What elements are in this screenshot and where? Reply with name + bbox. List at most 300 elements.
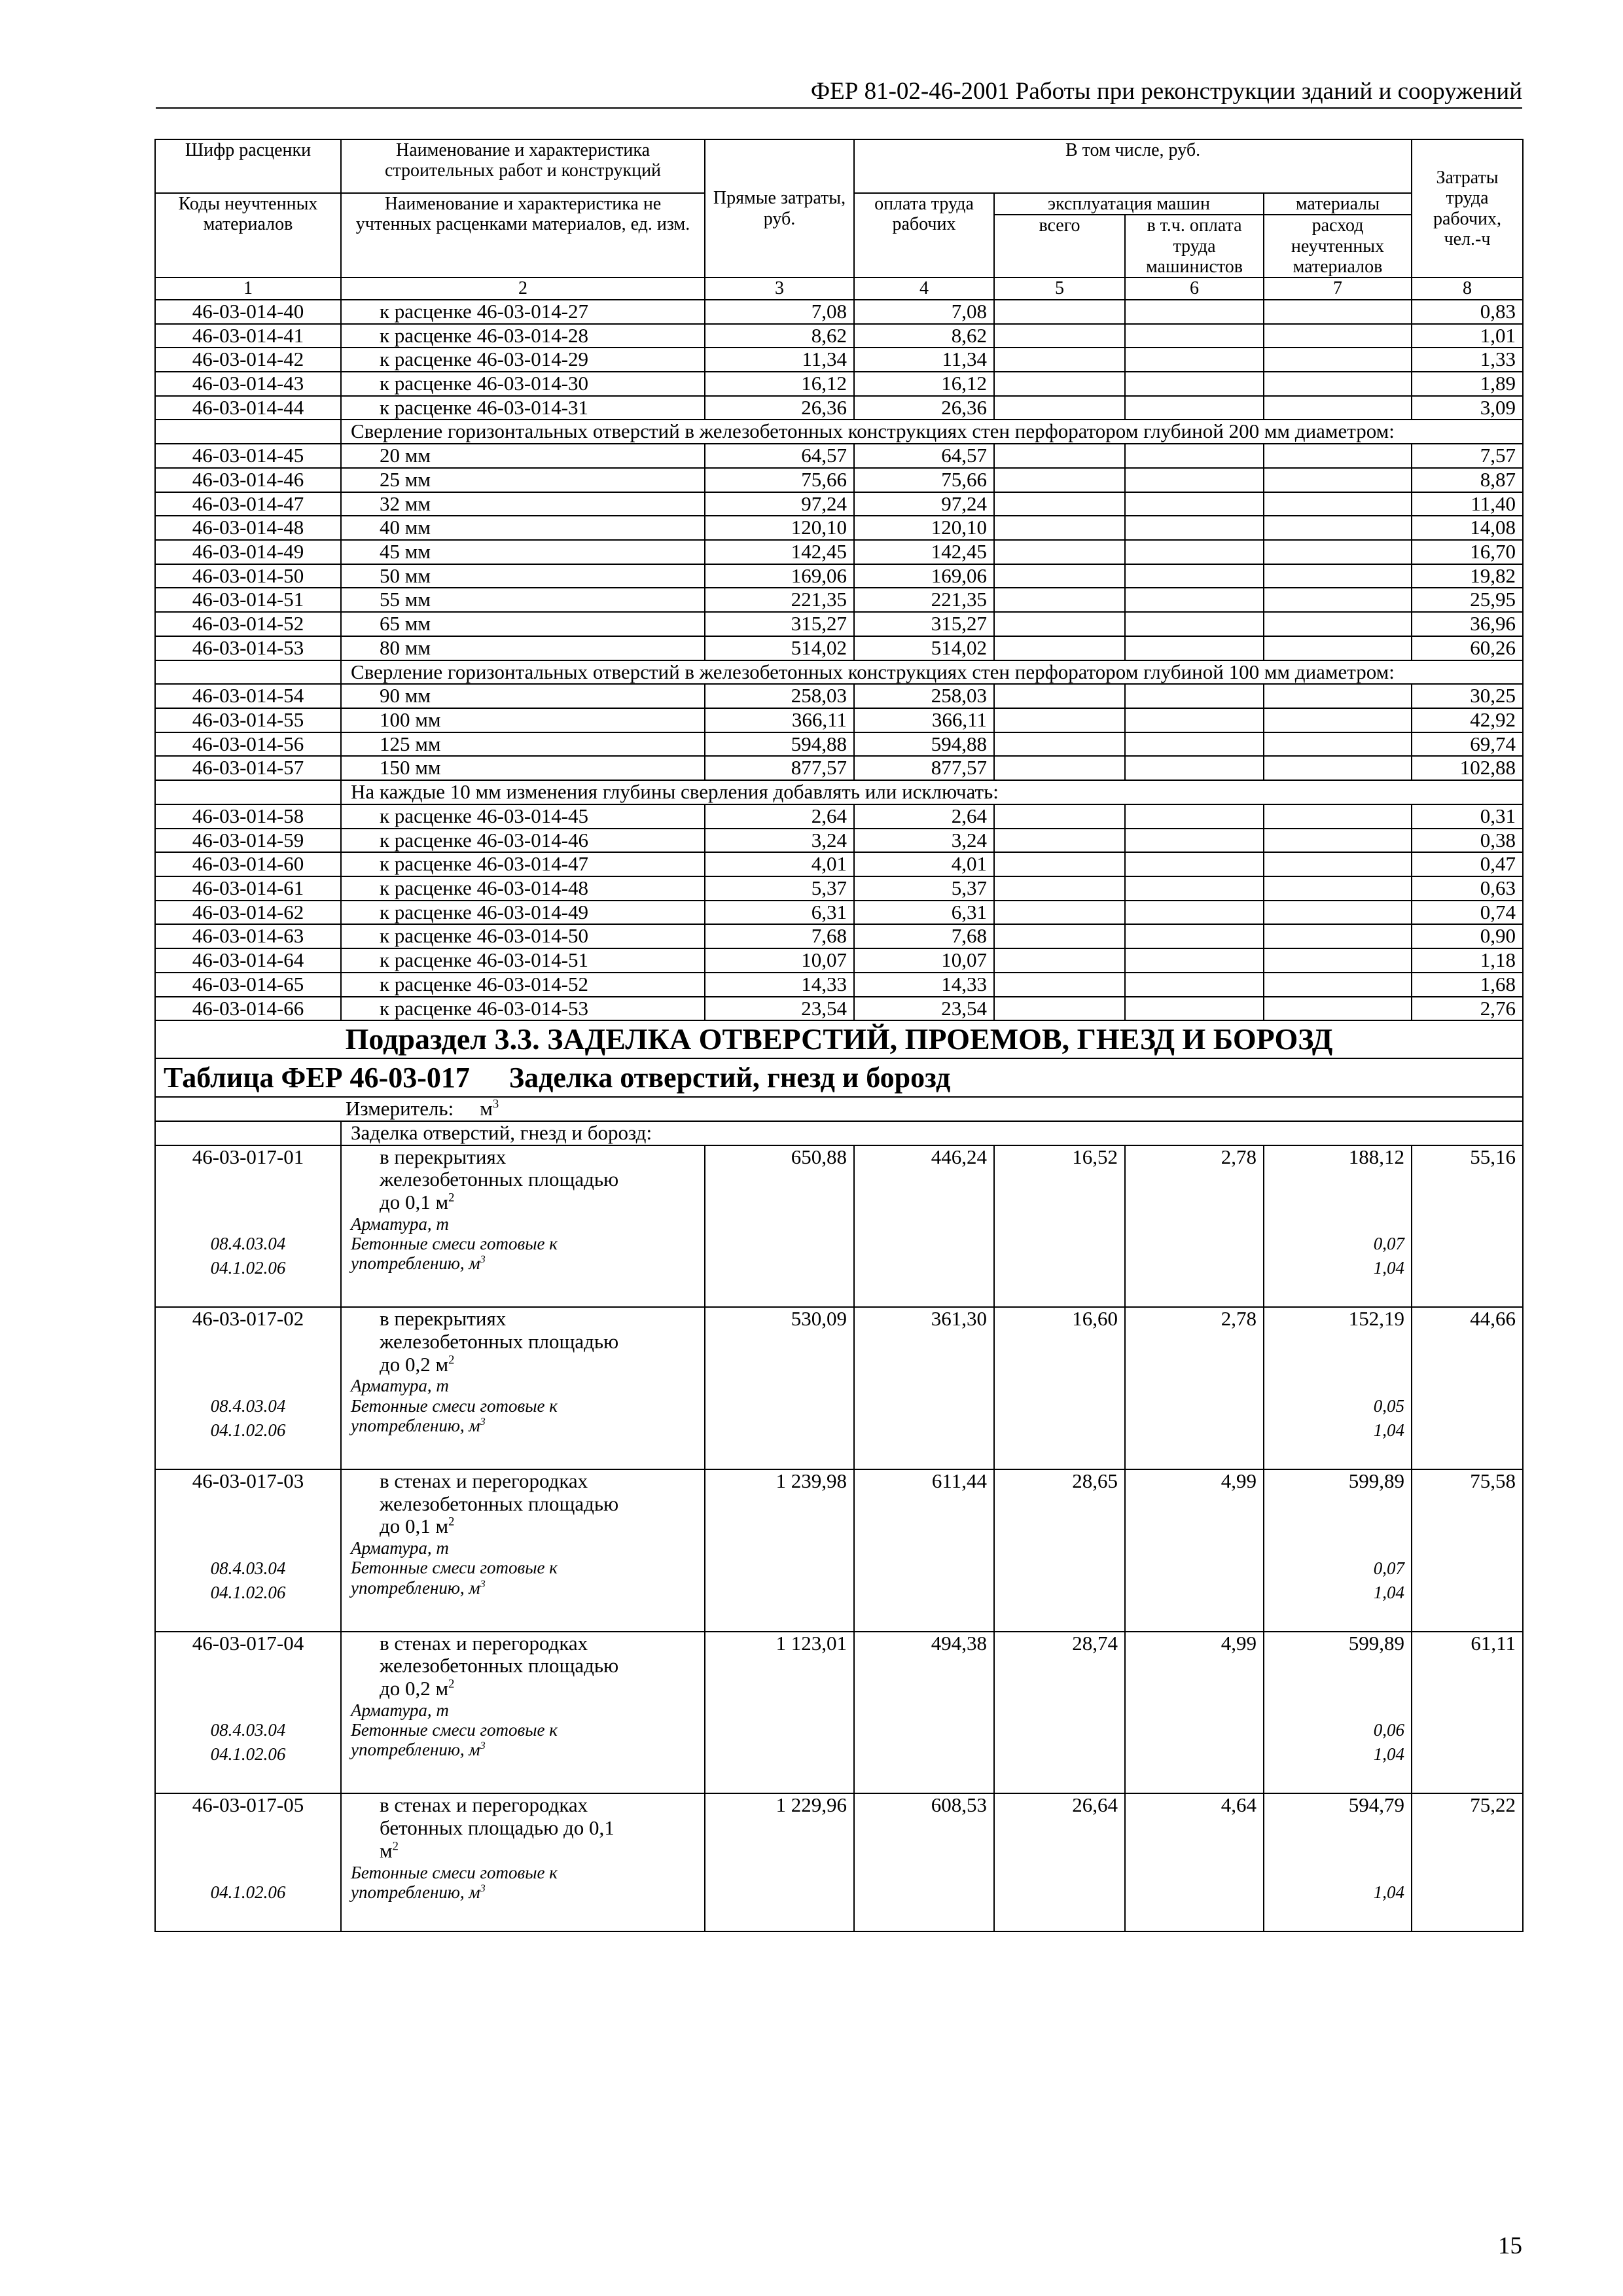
col-num: 8 <box>1412 278 1523 299</box>
unit-exp: 3 <box>480 1253 486 1266</box>
machines-total <box>994 372 1125 396</box>
rate-name-line: железобетонных площадью <box>380 1168 619 1191</box>
rate-code: 46-03-014-44 <box>155 396 341 420</box>
rate-name: к расценке 46-03-014-31 <box>341 396 705 420</box>
cost-mach: 28,74 <box>994 1632 1125 1794</box>
rate-name-cell <box>341 1793 705 1931</box>
cost-pay: 361,30 <box>854 1307 994 1469</box>
rate-name: к расценке 46-03-014-47 <box>341 852 705 876</box>
direct-cost: 142,45 <box>705 540 854 564</box>
table-heading <box>155 1058 1523 1097</box>
rate-code: 46-03-014-66 <box>155 997 341 1021</box>
machinists-pay <box>1125 756 1264 780</box>
labor-pay: 877,57 <box>854 756 994 780</box>
cost-pay: 608,53 <box>854 1793 994 1931</box>
machines-total <box>994 973 1125 997</box>
material-name-line <box>351 1253 698 1273</box>
rate-code: 46-03-014-56 <box>155 732 341 757</box>
rate-name-line <box>380 1840 698 1863</box>
unit-exp: 3 <box>480 1415 486 1427</box>
rate-name: 20 мм <box>341 444 705 468</box>
material-values <box>1271 1234 1404 1306</box>
rate-code: 46-03-014-57 <box>155 756 341 780</box>
rate-name-area: до 0,2 <box>380 1677 431 1700</box>
labor-hours: 30,25 <box>1412 684 1523 708</box>
machinists-pay <box>1125 468 1264 492</box>
table-row <box>155 636 1523 660</box>
rate-code: 46-03-014-49 <box>155 540 341 564</box>
labor-pay: 169,06 <box>854 564 994 588</box>
rate-code: 46-03-014-46 <box>155 468 341 492</box>
materials-cost: 594,79 <box>1348 1793 1405 1817</box>
machines-total <box>994 492 1125 516</box>
labor-pay: 7,68 <box>854 924 994 948</box>
materials-cost <box>1264 636 1412 660</box>
rate-name <box>351 1794 698 1862</box>
labor-hours: 0,38 <box>1412 829 1523 853</box>
col-name-sub-header: Наименование и характеристика не учтенных расценками материалов, ед. изм. <box>341 193 705 278</box>
table-row <box>155 924 1523 948</box>
table-row <box>155 396 1523 420</box>
direct-cost: 315,27 <box>705 612 854 636</box>
direct-cost: 169,06 <box>705 564 854 588</box>
rate-name-line: в стенах и перегородках <box>380 1631 588 1655</box>
machines-total <box>994 876 1125 901</box>
table-row <box>155 973 1523 997</box>
rate-name: 55 мм <box>341 588 705 612</box>
unit-exp: 2 <box>448 1677 455 1691</box>
materials-cost <box>1264 324 1412 348</box>
material-unit-text: употреблению, <box>351 1415 465 1435</box>
rate-code: 46-03-014-54 <box>155 684 341 708</box>
cost-direct: 1 229,96 <box>705 1793 854 1931</box>
labor-pay: 315,27 <box>854 612 994 636</box>
cost-pay: 446,24 <box>854 1145 994 1308</box>
rate-name: к расценке 46-03-014-48 <box>341 876 705 901</box>
labor-hours: 61,11 <box>1412 1632 1523 1794</box>
labor-pay: 10,07 <box>854 948 994 973</box>
material-code: 04.1.02.06 <box>210 1582 286 1602</box>
machinists-pay <box>1125 636 1264 660</box>
material-value: 0,05 <box>1373 1396 1405 1416</box>
machinists-pay <box>1125 829 1264 853</box>
column-numbers-row <box>155 278 1523 299</box>
rate-name-area: до 0,2 <box>380 1352 431 1376</box>
rate-code: 46-03-014-41 <box>155 324 341 348</box>
material-name-line: Арматура, т <box>351 1213 449 1234</box>
labor-pay: 14,33 <box>854 973 994 997</box>
rate-name-cell <box>341 1632 705 1794</box>
labor-pay: 258,03 <box>854 684 994 708</box>
machines-total <box>994 948 1125 973</box>
machinists-pay <box>1125 924 1264 948</box>
table-row <box>155 997 1523 1021</box>
section-title-200mm: Сверление горизонтальных отверстий в железобетонных конструкциях стен перфоратором глубиной 200 мм диаметром: <box>341 420 1523 444</box>
unit-exp: 2 <box>448 1515 455 1530</box>
materials-cost <box>1264 732 1412 757</box>
header-row-1 <box>155 139 1523 193</box>
material-code: 04.1.02.06 <box>210 1258 286 1278</box>
table-row <box>155 564 1523 588</box>
direct-cost: 6,31 <box>705 901 854 925</box>
rate-code: 46-03-014-62 <box>155 901 341 925</box>
col-materials-header: материалы <box>1264 193 1412 215</box>
material-name <box>351 1700 698 1720</box>
cost-pay: 494,38 <box>854 1632 994 1794</box>
labor-pay: 97,24 <box>854 492 994 516</box>
material-unit-text: употреблению, <box>351 1577 465 1598</box>
labor-hours: 1,01 <box>1412 324 1523 348</box>
table-row <box>155 876 1523 901</box>
materials-cost <box>1264 348 1412 372</box>
material-name <box>351 1396 698 1435</box>
rate-name-line: в перекрытиях <box>380 1145 507 1168</box>
rate-code: 46-03-017-03 <box>192 1469 304 1493</box>
labor-hours: 0,31 <box>1412 804 1523 829</box>
unit-exp: 2 <box>448 1191 455 1205</box>
materials-cost: 599,89 <box>1348 1631 1405 1655</box>
cost-direct: 1 123,01 <box>705 1632 854 1794</box>
unit-m: м <box>469 1740 480 1760</box>
direct-cost: 877,57 <box>705 756 854 780</box>
materials-cost <box>1264 492 1412 516</box>
direct-cost: 366,11 <box>705 708 854 732</box>
direct-cost: 26,36 <box>705 396 854 420</box>
material-codes <box>162 1234 334 1306</box>
labor-hours: 0,83 <box>1412 300 1523 324</box>
col-machines-header: эксплуатация машин <box>994 193 1264 215</box>
machines-total <box>994 588 1125 612</box>
page-number: 15 <box>1498 2233 1522 2259</box>
rate-code: 46-03-014-55 <box>155 708 341 732</box>
rate-name <box>351 1308 698 1376</box>
direct-cost: 97,24 <box>705 492 854 516</box>
col-num: 5 <box>994 278 1125 299</box>
rate-name: 125 мм <box>341 732 705 757</box>
labor-pay: 2,64 <box>854 804 994 829</box>
labor-pay: 7,08 <box>854 300 994 324</box>
table-row <box>155 756 1523 780</box>
col-labor-header: Затраты труда рабочих, чел.-ч <box>1412 139 1523 278</box>
table-row <box>155 1307 1523 1469</box>
direct-cost: 64,57 <box>705 444 854 468</box>
col-pay-header: оплата труда рабочих <box>854 193 994 278</box>
section-row <box>155 1121 1523 1145</box>
rate-name: к расценке 46-03-014-27 <box>341 300 705 324</box>
machines-total <box>994 804 1125 829</box>
direct-cost: 10,07 <box>705 948 854 973</box>
table-row <box>155 492 1523 516</box>
machines-total <box>994 924 1125 948</box>
rate-name: к расценке 46-03-014-53 <box>341 997 705 1021</box>
machinists-pay <box>1125 852 1264 876</box>
unit-exp: 3 <box>480 1577 486 1590</box>
machines-total <box>994 396 1125 420</box>
labor-pay: 221,35 <box>854 588 994 612</box>
machinists-pay <box>1125 804 1264 829</box>
rate-name-cell <box>341 1307 705 1469</box>
machines-total <box>994 300 1125 324</box>
rate-name: к расценке 46-03-014-46 <box>341 829 705 853</box>
materials-cost <box>1264 708 1412 732</box>
materials-cost <box>1264 612 1412 636</box>
material-code: 08.4.03.04 <box>210 1396 286 1416</box>
materials-cost <box>1264 468 1412 492</box>
materials-cost <box>1264 444 1412 468</box>
machines-total <box>994 997 1125 1021</box>
labor-pay: 23,54 <box>854 997 994 1021</box>
direct-cost: 7,08 <box>705 300 854 324</box>
table-row <box>155 1632 1523 1794</box>
col-num: 7 <box>1264 278 1412 299</box>
rate-name-line <box>380 1354 698 1376</box>
machines-total <box>994 756 1125 780</box>
labor-hours: 1,18 <box>1412 948 1523 973</box>
machines-total <box>994 852 1125 876</box>
unit-exp: 3 <box>480 1740 486 1752</box>
machines-total <box>994 612 1125 636</box>
material-name <box>351 1558 698 1597</box>
material-name <box>351 1214 698 1234</box>
rate-code-cell <box>155 1793 341 1931</box>
section-title-depth-change: На каждые 10 мм изменения глубины сверления добавлять или исключать: <box>341 780 1523 804</box>
section-row <box>155 420 1523 444</box>
table-row <box>155 1469 1523 1632</box>
material-codes <box>162 1396 334 1469</box>
measure-label: Измеритель: <box>346 1097 454 1121</box>
materials-cost: 188,12 <box>1348 1145 1405 1168</box>
rate-code: 46-03-017-05 <box>192 1793 304 1817</box>
labor-hours: 3,09 <box>1412 396 1523 420</box>
labor-pay: 8,62 <box>854 324 994 348</box>
table-title: Заделка отверстий, гнезд и борозд <box>508 1061 951 1094</box>
rate-code: 46-03-014-59 <box>155 829 341 853</box>
rate-code: 46-03-017-02 <box>192 1307 304 1331</box>
machinists-pay <box>1125 612 1264 636</box>
rate-name-line <box>380 1677 698 1700</box>
cost-direct: 530,09 <box>705 1307 854 1469</box>
labor-hours: 0,90 <box>1412 924 1523 948</box>
rate-name-line <box>380 1191 698 1214</box>
direct-cost: 23,54 <box>705 997 854 1021</box>
table-row <box>155 804 1523 829</box>
rate-code: 46-03-014-63 <box>155 924 341 948</box>
rate-name: 50 мм <box>341 564 705 588</box>
material-name-line: Арматура, т <box>351 1538 449 1558</box>
direct-cost: 14,33 <box>705 973 854 997</box>
cost-mach: 28,65 <box>994 1469 1125 1632</box>
machinists-pay <box>1125 708 1264 732</box>
table-row <box>155 348 1523 372</box>
material-code: 04.1.02.06 <box>210 1882 286 1903</box>
material-name-line <box>351 1882 698 1902</box>
materials-cost <box>1264 829 1412 853</box>
rate-name-area: до 0,1 <box>380 1515 431 1538</box>
cost-direct: 1 239,98 <box>705 1469 854 1632</box>
labor-pay: 64,57 <box>854 444 994 468</box>
machinists-pay <box>1125 876 1264 901</box>
machinists-pay <box>1125 732 1264 757</box>
rate-name-line: в стенах и перегородках <box>380 1469 588 1493</box>
cost-machinists: 2,78 <box>1125 1145 1264 1308</box>
direct-cost: 11,34 <box>705 348 854 372</box>
table-row <box>155 708 1523 732</box>
measure-exponent: 3 <box>492 1097 499 1111</box>
material-name-line <box>351 1578 698 1598</box>
material-name-line: Бетонные смеси готовые к <box>351 1720 558 1740</box>
col-num: 1 <box>155 278 341 299</box>
direct-cost: 75,66 <box>705 468 854 492</box>
materials-cost: 152,19 <box>1348 1307 1405 1331</box>
subsection-row <box>155 1020 1523 1058</box>
rate-code: 46-03-014-61 <box>155 876 341 901</box>
machines-total <box>994 829 1125 853</box>
materials-cost <box>1264 300 1412 324</box>
rate-code: 46-03-014-42 <box>155 348 341 372</box>
materials-cost <box>1264 564 1412 588</box>
table-row <box>155 732 1523 757</box>
material-name-line: Бетонные смеси готовые к <box>351 1395 558 1416</box>
unit-m: м <box>469 1882 480 1902</box>
rate-name: 150 мм <box>341 756 705 780</box>
table-row <box>155 540 1523 564</box>
cost-direct: 650,88 <box>705 1145 854 1308</box>
col-code-sub-header: Коды неучтенных материалов <box>155 193 341 278</box>
machinists-pay <box>1125 901 1264 925</box>
labor-pay: 514,02 <box>854 636 994 660</box>
col-machines-total-header: всего <box>994 215 1125 278</box>
machines-total <box>994 708 1125 732</box>
rate-code: 46-03-014-40 <box>155 300 341 324</box>
direct-cost: 258,03 <box>705 684 854 708</box>
materials-cell <box>1264 1632 1412 1794</box>
labor-hours: 36,96 <box>1412 612 1523 636</box>
material-code: 04.1.02.06 <box>210 1744 286 1765</box>
material-name-line <box>351 1740 698 1759</box>
material-name <box>351 1538 698 1558</box>
materials-cost <box>1264 540 1412 564</box>
section-row <box>155 780 1523 804</box>
rate-code: 46-03-014-60 <box>155 852 341 876</box>
table-row <box>155 901 1523 925</box>
material-value: 1,04 <box>1373 1582 1405 1602</box>
machinists-pay <box>1125 516 1264 540</box>
table-row <box>155 852 1523 876</box>
labor-pay: 594,88 <box>854 732 994 757</box>
machinists-pay <box>1125 396 1264 420</box>
direct-cost: 7,68 <box>705 924 854 948</box>
rate-name: к расценке 46-03-014-45 <box>341 804 705 829</box>
labor-hours: 55,16 <box>1412 1145 1523 1308</box>
labor-pay: 142,45 <box>854 540 994 564</box>
table-row <box>155 372 1523 396</box>
unit-m: м <box>435 1677 449 1700</box>
material-name <box>351 1376 698 1395</box>
table-row <box>155 588 1523 612</box>
direct-cost: 2,64 <box>705 804 854 829</box>
labor-hours: 69,74 <box>1412 732 1523 757</box>
labor-hours: 7,57 <box>1412 444 1523 468</box>
rate-name-line: железобетонных площадью <box>380 1492 619 1515</box>
rate-code-cell <box>155 1469 341 1632</box>
material-name <box>351 1720 698 1759</box>
rate-code: 46-03-017-04 <box>192 1631 304 1655</box>
labor-pay: 366,11 <box>854 708 994 732</box>
col-materials-sub-header: расход неучтенных материалов <box>1264 215 1412 278</box>
labor-hours: 1,89 <box>1412 372 1523 396</box>
machinists-pay <box>1125 372 1264 396</box>
material-name <box>351 1863 698 1902</box>
machines-total <box>994 636 1125 660</box>
materials-cell <box>1264 1793 1412 1931</box>
rate-name-line: железобетонных площадью <box>380 1330 619 1354</box>
labor-pay: 5,37 <box>854 876 994 901</box>
col-num: 6 <box>1125 278 1264 299</box>
machinists-pay <box>1125 564 1264 588</box>
rate-code: 46-03-014-53 <box>155 636 341 660</box>
rate-code: 46-03-014-43 <box>155 372 341 396</box>
labor-hours: 0,63 <box>1412 876 1523 901</box>
machines-total <box>994 348 1125 372</box>
material-codes <box>162 1720 334 1793</box>
materials-cost <box>1264 372 1412 396</box>
material-value: 1,04 <box>1373 1744 1405 1765</box>
machines-total <box>994 468 1125 492</box>
table-row <box>155 948 1523 973</box>
labor-hours: 19,82 <box>1412 564 1523 588</box>
cost-mach: 16,60 <box>994 1307 1125 1469</box>
materials-cost <box>1264 997 1412 1021</box>
materials-cost <box>1264 901 1412 925</box>
unit-m: м <box>380 1839 393 1862</box>
rate-name: к расценке 46-03-014-28 <box>341 324 705 348</box>
rate-name: 40 мм <box>341 516 705 540</box>
rate-code: 46-03-014-47 <box>155 492 341 516</box>
labor-pay: 4,01 <box>854 852 994 876</box>
materials-cost <box>1264 804 1412 829</box>
rate-name-line: в стенах и перегородках <box>380 1793 588 1817</box>
machines-total <box>994 516 1125 540</box>
material-name-line: Бетонные смеси готовые к <box>351 1233 558 1253</box>
material-codes <box>162 1558 334 1631</box>
direct-cost: 8,62 <box>705 324 854 348</box>
material-value: 0,07 <box>1373 1234 1405 1254</box>
machinists-pay <box>1125 324 1264 348</box>
machinists-pay <box>1125 948 1264 973</box>
labor-pay: 3,24 <box>854 829 994 853</box>
page-header-title: ФЕР 81-02-46-2001 Работы при реконструкции зданий и сооружений <box>810 78 1522 105</box>
machines-total <box>994 444 1125 468</box>
group-title: Заделка отверстий, гнезд и борозд: <box>341 1121 1523 1145</box>
table-heading-row <box>155 1058 1523 1097</box>
materials-cell <box>1264 1469 1412 1632</box>
material-code: 08.4.03.04 <box>210 1720 286 1740</box>
material-name-line: Арматура, т <box>351 1700 449 1720</box>
material-code: 08.4.03.04 <box>210 1234 286 1254</box>
materials-cost <box>1264 924 1412 948</box>
cost-machinists: 4,64 <box>1125 1793 1264 1931</box>
rate-code: 46-03-014-52 <box>155 612 341 636</box>
labor-hours: 42,92 <box>1412 708 1523 732</box>
direct-cost: 3,24 <box>705 829 854 853</box>
labor-hours: 8,87 <box>1412 468 1523 492</box>
rate-code: 46-03-014-64 <box>155 948 341 973</box>
rate-name <box>351 1146 698 1214</box>
rate-name-cell <box>341 1145 705 1308</box>
unit-m: м <box>435 1515 449 1538</box>
rate-name: 32 мм <box>341 492 705 516</box>
rate-code: 46-03-014-45 <box>155 444 341 468</box>
